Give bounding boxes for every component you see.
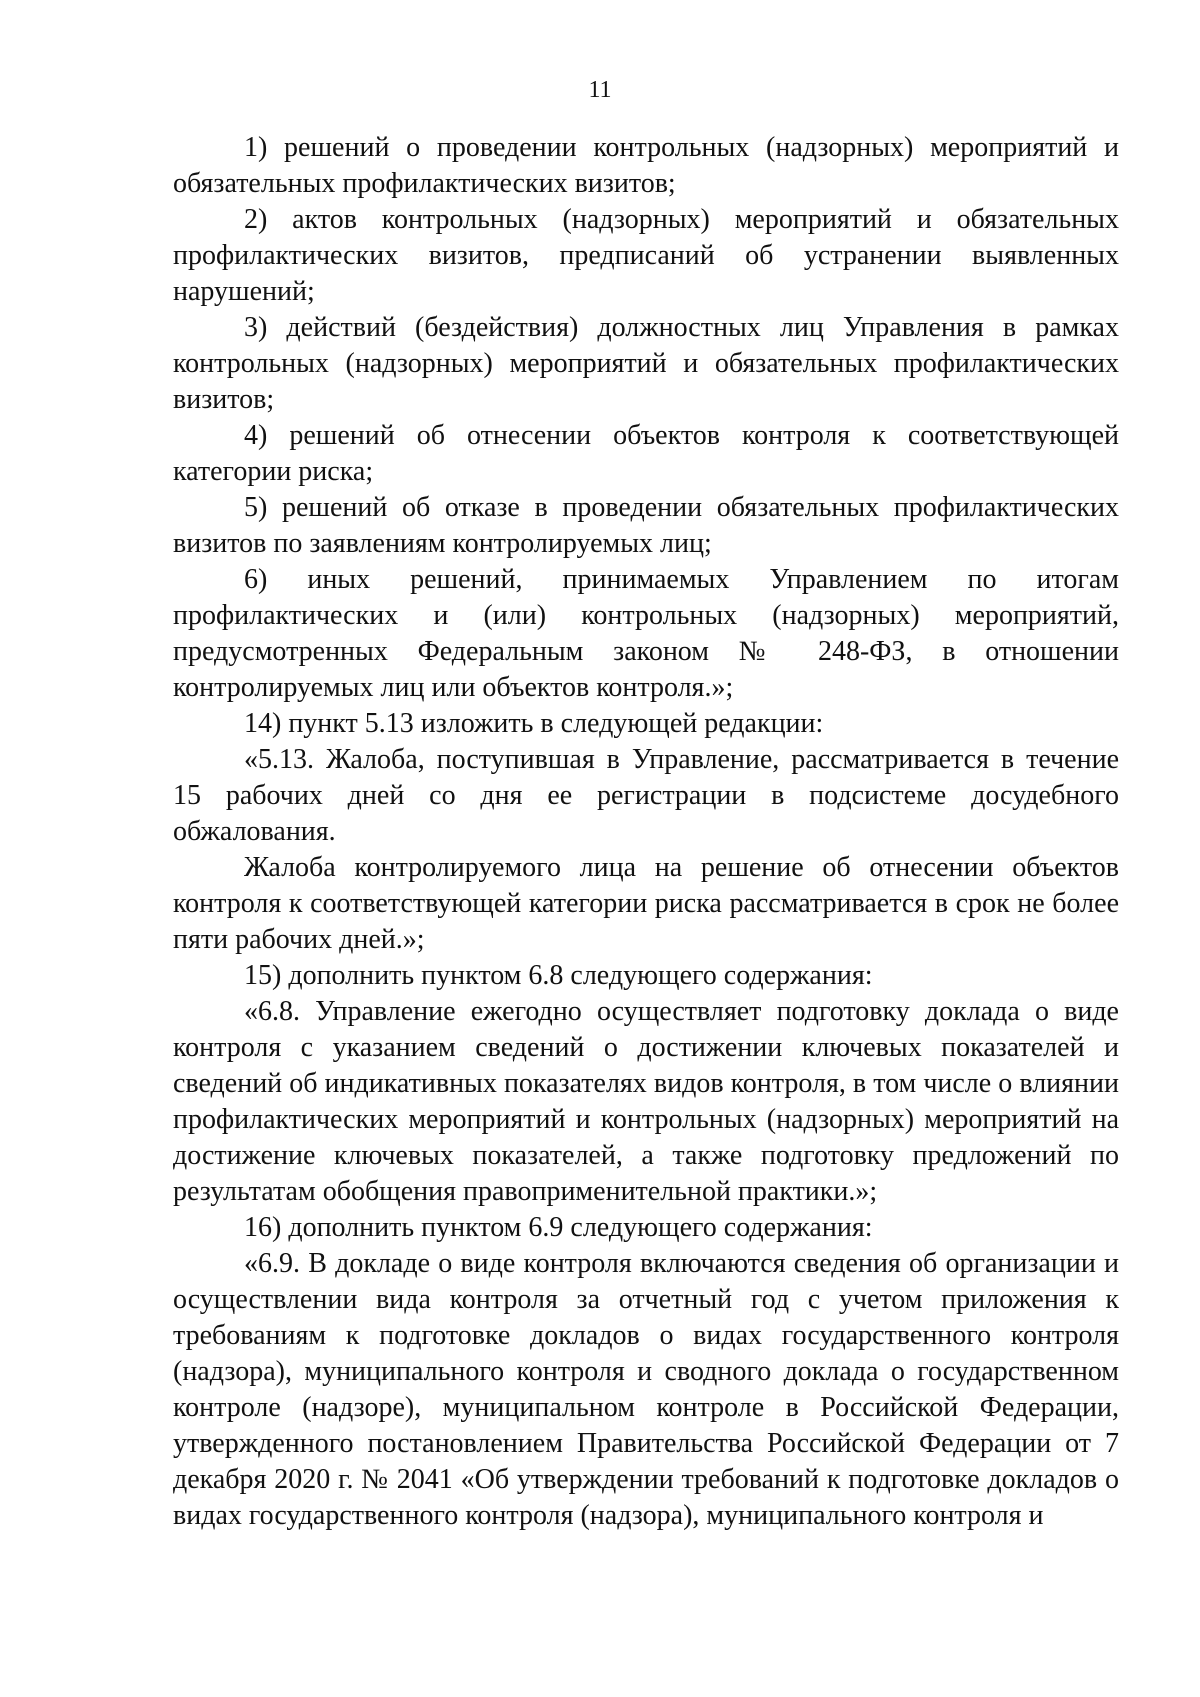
list-item-acts-and-orders: 2) актов контрольных (надзорных) мероприятий и обязательных профилактических визитов, предписаний об устранении выявленных нарушений; xyxy=(173,204,1119,307)
list-item-refusal-decisions: 5) решений об отказе в проведении обязательных профилактических визитов по заявлениям контролируемых лиц; xyxy=(173,492,1119,559)
amendment-item-15: 15) дополнить пунктом 6.8 следующего содержания: xyxy=(244,960,873,991)
list-item-other-decisions: 6) иных решений, принимаемых Управлением по итогам профилактических и (или) контрольных (надзорных) мероприятий, предусмотренных Федеральным законом № 248-ФЗ, в отношении контролируемых лиц или объектов контроля.»; xyxy=(173,564,1119,703)
amendment-item-14: 14) пункт 5.13 изложить в следующей редакции: xyxy=(244,708,824,739)
page-number: 11 xyxy=(588,77,612,103)
clause-6-8-text: «6.8. Управление ежегодно осуществляет подготовку доклада о виде контроля с указанием сведений о достижении ключевых показателей и сведений об индикативных показателях видов контроля, в том числе о влиянии профилактических мероприятий и контрольных (надзорных) мероприятий на достижение ключевых показателей, а также подготовку предложений по результатам обобщения правоприменительной практики.»; xyxy=(173,996,1119,1207)
clause-5-13-text: «5.13. Жалоба, поступившая в Управление, рассматривается в течение 15 рабочих дней со дня ее регистрации в подсистеме досудебного обжалования. xyxy=(173,744,1119,847)
clause-5-13-second-paragraph: Жалоба контролируемого лица на решение об отнесении объектов контроля к соответствующей категории риска рассматривается в срок не более пяти рабочих дней.»; xyxy=(173,852,1119,955)
document-body xyxy=(173,130,1119,1534)
clause-6-9-text: «6.9. В докладе о виде контроля включаются сведения об организации и осуществлении вида контроля за отчетный год с учетом приложения к требованиям к подготовке докладов о видах государственного контроля (надзора), муниципального контроля и сводного доклада о государственном контроле (надзоре), муниципальном контроле в Российской Федерации, утвержденного постановлением Правительства Российской Федерации от 7 декабря 2020 г. № 2041 «Об утверждении требований к подготовке докладов о видах государственного контроля (надзора), муниципального контроля и xyxy=(173,1248,1119,1531)
list-item-officials-actions: 3) действий (бездействия) должностных лиц Управления в рамках контрольных (надзорных) мероприятий и обязательных профилактических визитов; xyxy=(173,312,1119,415)
amendment-item-16: 16) дополнить пунктом 6.9 следующего содержания: xyxy=(244,1212,873,1243)
list-item-decisions-control-events: 1) решений о проведении контрольных (надзорных) мероприятий и обязательных профилактических визитов; xyxy=(173,132,1119,199)
list-item-risk-category-decisions: 4) решений об отнесении объектов контроля к соответствующей категории риска; xyxy=(173,420,1119,487)
